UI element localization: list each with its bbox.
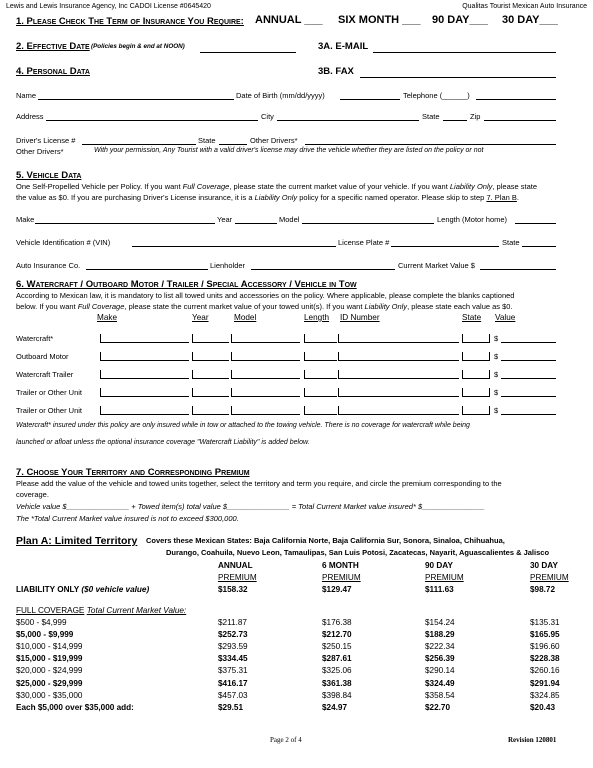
- rate-premium[interactable]: $291.94: [530, 678, 560, 688]
- license-label: Driver's License #: [16, 136, 76, 145]
- liability-30-day[interactable]: $98.72: [530, 585, 556, 594]
- tow-row-label: Outboard Motor: [16, 352, 69, 361]
- plan-a-covers-1: Covers these Mexican States: Baja California Norte, Baja California Sur, Sonora, Sinaloa, Chihuahua,: [146, 536, 505, 545]
- telephone-field[interactable]: [476, 99, 556, 100]
- tow-row-field[interactable]: [304, 388, 337, 397]
- license-state-field[interactable]: [219, 144, 247, 145]
- tow-row-field[interactable]: [304, 352, 337, 361]
- header-product: Qualitas Tourist Mexican Auto Insurance: [462, 3, 587, 10]
- rate-premium[interactable]: $398.84: [322, 690, 352, 700]
- rate-premium[interactable]: $252.73: [218, 630, 248, 640]
- territory-text-1: Please add the value of the vehicle and towed units together, select the territory and term you require, and circle the premium corresponding to the: [16, 479, 502, 488]
- plan-b-link[interactable]: 7. Plan B: [486, 193, 517, 202]
- term-header-30-day: 30 DAY: [530, 561, 558, 570]
- col-make: Make: [97, 313, 118, 322]
- rate-premium[interactable]: $324.49: [425, 678, 455, 688]
- rate-premium[interactable]: $250.15: [322, 642, 352, 652]
- vin-label: Vehicle Identification # (VIN): [16, 238, 111, 247]
- rate-range: Each $5,000 over $35,000 add:: [16, 702, 134, 712]
- vehicle-text-line-1: One Self-Propelled Vehicle per Policy. If you want Full Coverage, please state the current market value of your vehicle. If you want Liability Only, please state: [16, 182, 538, 191]
- term-30-day[interactable]: 30 DAY___: [502, 14, 558, 26]
- premium-header-6-month: PREMIUM: [322, 573, 361, 582]
- value-formula[interactable]: Vehicle value $_______________ + Towed item(s) total value $_______________ = Total Current Market value insured* $_______________: [16, 502, 485, 511]
- tow-row-label: Watercraft*: [16, 334, 54, 343]
- rate-premium[interactable]: $24.97: [322, 702, 348, 712]
- section-2-label: 2. Effective Date: [16, 41, 90, 52]
- model-label: Model: [279, 215, 300, 224]
- premium-header-annual: PREMIUM: [218, 573, 257, 582]
- col-year: Year: [192, 313, 209, 322]
- tow-row-field[interactable]: [338, 406, 459, 415]
- rate-premium[interactable]: $325.06: [322, 666, 352, 676]
- rate-premium[interactable]: $358.54: [425, 690, 455, 700]
- market-value-label: Current Market Value $: [398, 261, 475, 270]
- auto-insurance-field[interactable]: [86, 269, 208, 270]
- length-field[interactable]: [515, 223, 556, 224]
- premium-header-30-day: PREMIUM: [530, 573, 569, 582]
- rate-premium[interactable]: $228.38: [530, 654, 560, 664]
- tow-row-field[interactable]: [462, 370, 490, 379]
- section-5-label: 5. Vehicle Data: [16, 170, 82, 181]
- rate-premium[interactable]: $154.24: [425, 618, 455, 627]
- section-6-label: 6. Watercraft / Outboard Motor / Trailer / Special Accessory / Vehicle in Tow: [16, 279, 357, 290]
- tow-row-field[interactable]: [338, 352, 459, 361]
- term-six-month[interactable]: SIX MONTH ___: [338, 14, 421, 26]
- city-label: City: [261, 112, 274, 121]
- market-value-field[interactable]: [480, 269, 556, 270]
- rate-range: $30,000 - $35,000: [16, 690, 83, 700]
- tow-row-field[interactable]: [192, 388, 229, 397]
- tow-row-field[interactable]: [462, 352, 490, 361]
- tow-row-field[interactable]: [192, 370, 229, 379]
- tow-row-field[interactable]: [192, 352, 229, 361]
- rate-range: $15,000 - $19,999: [16, 654, 83, 664]
- tow-row-field[interactable]: [304, 370, 337, 379]
- plan-a-title: Plan A: Limited Territory: [16, 535, 138, 547]
- tow-row-field[interactable]: [100, 406, 189, 415]
- rate-premium[interactable]: $256.39: [425, 654, 455, 664]
- liability-90-day[interactable]: $111.63: [425, 585, 454, 594]
- col-value: Value: [495, 313, 516, 322]
- rate-range: $20,000 - $24,999: [16, 666, 83, 676]
- tow-row-value-field[interactable]: [501, 342, 556, 343]
- vehicle-text-line-2: the value as $0. If you are purchasing Driver's License insurance, it is a Liability Only policy for a specific named operator. Please skip to step 7. Plan B.: [16, 193, 519, 202]
- tow-row-label: Watercraft Trailer: [16, 370, 74, 379]
- make-label: Make: [16, 215, 35, 224]
- dob-label: Date of Birth (mm/dd/yyyy): [236, 91, 325, 100]
- tow-row-field[interactable]: [231, 406, 300, 415]
- term-header-90-day: 90 DAY: [425, 561, 453, 570]
- tow-row-value-field[interactable]: [501, 396, 556, 397]
- email-field[interactable]: [373, 52, 556, 53]
- tow-text-line-1: According to Mexican law, it is mandatory to list all towed units and accessories on the policy. Where applicable, please complete the blanks captioned: [16, 291, 515, 300]
- other-drivers-field[interactable]: [305, 144, 556, 145]
- zip-field[interactable]: [484, 120, 556, 121]
- dob-field[interactable]: [340, 99, 400, 100]
- premium-header-90-day: PREMIUM: [425, 573, 464, 582]
- term-header-annual: ANNUAL: [218, 561, 253, 570]
- revision: Revision 120801: [508, 736, 557, 744]
- tow-row-field[interactable]: [462, 406, 490, 415]
- fax-field[interactable]: [360, 77, 556, 78]
- tow-row-value-field[interactable]: [501, 360, 556, 361]
- tow-row-label: Trailer or Other Unit: [16, 406, 82, 415]
- section-3a-label: 3A. E-MAIL: [318, 41, 369, 52]
- city-field[interactable]: [277, 120, 419, 121]
- make-field[interactable]: [35, 223, 215, 224]
- tow-row-value-field[interactable]: [501, 378, 556, 379]
- term-annual[interactable]: ANNUAL ___: [255, 14, 323, 26]
- state-label: State: [422, 112, 440, 121]
- plate-label: License Plate #: [338, 238, 390, 247]
- rate-premium[interactable]: $20.43: [530, 702, 556, 712]
- tow-row-field[interactable]: [231, 334, 300, 343]
- term-90-day[interactable]: 90 DAY___: [432, 14, 488, 26]
- section-4-label: 4. Personal Data: [16, 66, 90, 77]
- rate-premium[interactable]: $211.87: [218, 618, 247, 627]
- col-state: State: [462, 313, 482, 322]
- model-field[interactable]: [302, 223, 434, 224]
- rate-range: $25,000 - $29,999: [16, 678, 83, 688]
- year-field[interactable]: [235, 223, 277, 224]
- tow-row-dollar: $: [494, 406, 499, 415]
- col-length: Length: [304, 313, 330, 322]
- year-label: Year: [217, 215, 233, 224]
- tow-row-field[interactable]: [338, 370, 459, 379]
- rate-premium[interactable]: $361.38: [322, 678, 352, 688]
- tow-row-field[interactable]: [462, 334, 490, 343]
- watercraft-note-2: launched or afloat unless the optional insurance coverage "Watercraft Liability" is added below.: [16, 439, 310, 446]
- rate-premium[interactable]: $176.38: [322, 618, 352, 627]
- section-3b-label: 3B. FAX: [318, 66, 354, 77]
- lienholder-label: Lienholder: [210, 261, 246, 270]
- other-drivers-label: Other Drivers*: [250, 136, 298, 145]
- telephone-label: Telephone (______): [403, 91, 470, 100]
- tow-row-dollar: $: [494, 352, 499, 361]
- tow-text-line-2: below. If you want Full Coverage, please state the current market value of your towed unit(s). If you want Liability Only, please state each value as $0.: [16, 302, 513, 311]
- tow-row-field[interactable]: [338, 334, 459, 343]
- vin-field[interactable]: [132, 246, 336, 247]
- full-coverage-header: FULL COVERAGE Total Current Market Value:: [16, 606, 187, 615]
- rate-premium[interactable]: $324.85: [530, 690, 560, 700]
- rate-premium[interactable]: $22.70: [425, 702, 451, 712]
- page-number: Page 2 of 4: [270, 736, 302, 744]
- rate-premium[interactable]: $29.51: [218, 702, 244, 712]
- value-cap-note: The *Total Current Market value insured is not to exceed $300,000.: [16, 514, 239, 523]
- liability-only-row: LIABILITY ONLY ($0 vehicle value): [16, 585, 150, 594]
- tow-row-field[interactable]: [192, 406, 229, 415]
- license-state-label: State: [198, 136, 216, 145]
- rate-premium[interactable]: $375.31: [218, 666, 248, 676]
- col-id-number: ID Number: [340, 313, 380, 322]
- rate-premium[interactable]: $135.31: [530, 618, 560, 627]
- name-label: Name: [16, 91, 37, 100]
- term-header-6-month: 6 MONTH: [322, 561, 359, 570]
- rate-premium[interactable]: $188.29: [425, 630, 455, 640]
- tow-row-field[interactable]: [231, 388, 300, 397]
- rate-range: $5,000 - $9,999: [16, 630, 74, 640]
- plan-a-covers-2: Durango, Coahuila, Nuevo Leon, Tamaulipas, San Luis Potosi, Zacatecas, Nayarit, Aguascalientes & Jalisco: [166, 548, 550, 557]
- lienholder-field[interactable]: [251, 269, 395, 270]
- rate-premium[interactable]: $222.34: [425, 642, 455, 652]
- rate-premium[interactable]: $334.45: [218, 654, 248, 664]
- tow-row-dollar: $: [494, 388, 499, 397]
- tow-row-field[interactable]: [462, 388, 490, 397]
- rate-premium[interactable]: $290.14: [425, 666, 455, 676]
- plate-field[interactable]: [391, 246, 499, 247]
- liability-6-month[interactable]: $129.47: [322, 585, 352, 594]
- tow-row-field[interactable]: [231, 370, 300, 379]
- tow-row-field[interactable]: [100, 352, 189, 361]
- rate-range: $10,000 - $14,999: [16, 642, 83, 652]
- tow-row-field[interactable]: [338, 388, 459, 397]
- permission-note: With your permission, Any Tourist with a valid driver's license may drive the vehicle whether they are listed on the policy or not: [94, 147, 484, 154]
- watercraft-note-1: Watercraft* insured under this policy are only insured while in tow or attached to the towing vehicle. There is no coverage for watercraft while being: [16, 422, 470, 429]
- tow-row-dollar: $: [494, 370, 499, 379]
- tow-row-field[interactable]: [304, 406, 337, 415]
- auto-insurance-label: Auto Insurance Co.: [16, 261, 81, 270]
- tow-row-field[interactable]: [231, 352, 300, 361]
- tow-row-label: Trailer or Other Unit: [16, 388, 82, 397]
- effective-date-field[interactable]: [200, 52, 296, 53]
- other-drivers-label-2: Other Drivers*: [16, 147, 64, 156]
- rate-premium[interactable]: $196.60: [530, 642, 560, 652]
- zip-label: Zip: [470, 112, 481, 121]
- tow-row-field[interactable]: [100, 370, 189, 379]
- rate-premium[interactable]: $260.16: [530, 666, 560, 676]
- rate-premium[interactable]: $416.17: [218, 678, 248, 688]
- tow-row-field[interactable]: [192, 334, 229, 343]
- rate-premium[interactable]: $293.59: [218, 642, 248, 652]
- state-field[interactable]: [443, 120, 467, 121]
- tow-row-field[interactable]: [100, 334, 189, 343]
- territory-text-2: coverage.: [16, 490, 49, 499]
- tow-row-value-field[interactable]: [501, 414, 556, 415]
- rate-premium[interactable]: $287.61: [322, 654, 352, 664]
- address-label: Address: [16, 112, 44, 121]
- tow-row-field[interactable]: [304, 334, 337, 343]
- tow-row-field[interactable]: [100, 388, 189, 397]
- name-field[interactable]: [38, 99, 234, 100]
- vehicle-state-field[interactable]: [522, 246, 556, 247]
- header-agency: Lewis and Lewis Insurance Agency, Inc CADOI License #0645420: [6, 3, 211, 10]
- effective-date-note: (Policies begin & end at NOON): [91, 43, 185, 50]
- section-7-label: 7. Choose Your Territory and Corresponding Premium: [16, 467, 250, 478]
- rate-premium[interactable]: $212.70: [322, 630, 352, 640]
- vehicle-state-label: State: [502, 238, 520, 247]
- license-field[interactable]: [82, 144, 196, 145]
- liability-annual[interactable]: $158.32: [218, 585, 248, 594]
- length-label: Length (Motor home): [437, 215, 508, 224]
- tow-row-dollar: $: [494, 334, 499, 343]
- address-field[interactable]: [46, 120, 258, 121]
- rate-range: $500 - $4,999: [16, 618, 67, 627]
- col-model: Model: [234, 313, 257, 322]
- rate-premium[interactable]: $457.03: [218, 690, 248, 700]
- rate-premium[interactable]: $165.95: [530, 630, 560, 640]
- section-1-label: 1. Please Check The Term of Insurance You Require:: [16, 16, 244, 27]
